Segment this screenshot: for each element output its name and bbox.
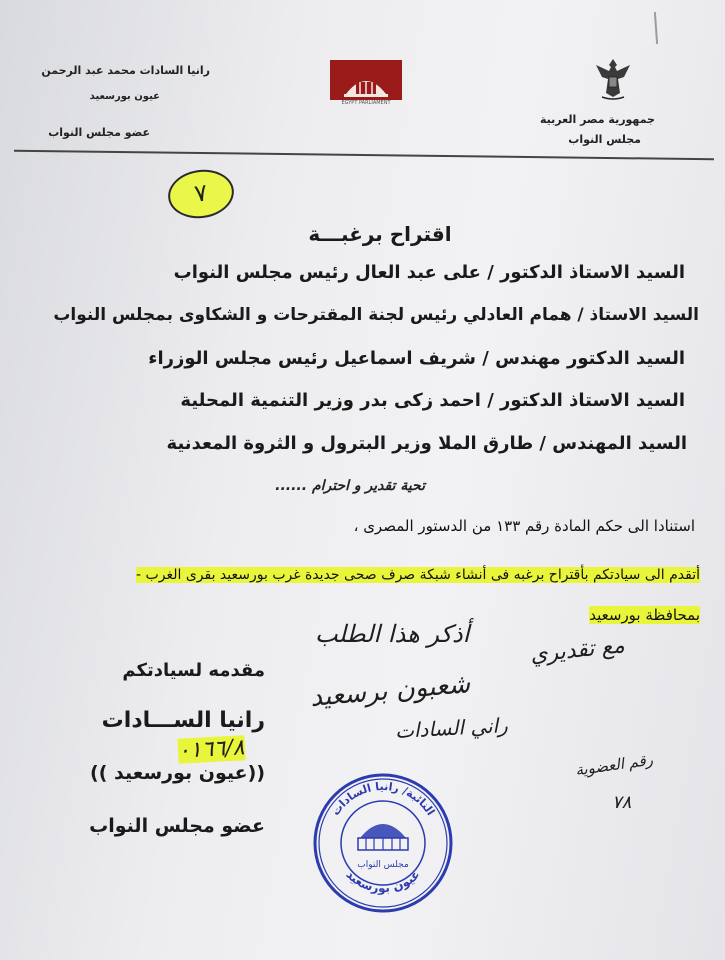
proposal-text: أتقدم الى سيادتكم بأقتراح برغبه فى أنشاء شبكة صرف صحى جديدة غرب بورسعيد بقرى الغرب - xyxy=(136,567,700,583)
document-number: ٧ xyxy=(165,166,237,223)
stamp-dome-icon xyxy=(360,824,406,838)
presented-by: مقدمه لسيادتكم xyxy=(122,660,265,681)
header-divider xyxy=(14,150,714,161)
header-right xyxy=(540,110,655,150)
greeting: تحية تقدير و احترام ...... xyxy=(275,478,425,494)
addressee-line: السيد المهندس / طارق الملا وزير البترول و الثروة المعدنية xyxy=(166,433,687,454)
signer-name: رانيا الســـادات xyxy=(101,708,265,733)
official-stamp xyxy=(312,772,454,914)
addressee-line: السيد الدكتور مهندس / شريف اسماعيل رئيس مجلس الوزراء xyxy=(148,348,685,369)
member-title: عضو مجلس النواب xyxy=(48,126,150,139)
handwritten-signature: شعبون برسعيد xyxy=(308,669,472,713)
member-name: رانيا السادات محمد عبد الرحمن xyxy=(41,64,210,77)
svg-text:عيون بورسعيد xyxy=(343,867,422,896)
handwritten-ref-number-text: ٠١٦٦/٨ xyxy=(177,735,246,764)
header-left xyxy=(30,64,210,139)
proposal-text-2: بمحافظة بورسعيد xyxy=(589,606,700,624)
handwritten-note-2: مع تقديري xyxy=(528,633,626,668)
handwritten-note: أذكر هذا الطلب xyxy=(315,620,470,648)
logo-caption: EGYPT PARLIAMENT xyxy=(341,100,391,106)
handwritten-signature-2: راني السادات xyxy=(394,713,509,743)
member-district: عيون بورسعيد xyxy=(89,91,160,102)
stamp-bottom-text: عيون بورسعيد xyxy=(343,867,423,896)
republic-name: جمهورية مصر العربية xyxy=(540,113,655,126)
addressee-line: السيد الاستاذ / همام العادلي رئيس لجنة المقترحات و الشكاوى بمجلس النواب xyxy=(53,305,699,325)
handwritten-ref-number-2: ٧٨ xyxy=(612,792,632,813)
proposal-line-1 xyxy=(136,567,700,583)
stamp-outer-text: النائبة/ رانيا السادات xyxy=(328,779,438,818)
signer-title: عضو مجلس النواب xyxy=(89,815,265,837)
handwritten-ref-label: رقم العضوية xyxy=(574,750,654,780)
paper-fold-mark xyxy=(654,12,658,44)
addressee-line: السيد الاستاذ الدكتور / على عبد العال رئيس مجلس النواب xyxy=(173,262,685,283)
addressee-line: السيد الاستاذ الدكتور / احمد زكى بدر وزير التنمية المحلية xyxy=(180,390,685,411)
parliament-name: مجلس النواب xyxy=(568,133,641,146)
document-title: اقتراح برغبـــة xyxy=(308,222,452,246)
eagle-emblem-icon xyxy=(590,55,636,101)
signer-district: ((عيون بورسعيد )) xyxy=(90,762,265,784)
proposal-line-2 xyxy=(589,606,700,624)
intro-paragraph: استنادا الى حكم المادة رقم ١٣٣ من الدستور المصرى ، xyxy=(353,517,695,535)
handwritten-ref-number xyxy=(177,735,245,763)
stamp-inner-text: مجلس النواب xyxy=(357,860,409,870)
